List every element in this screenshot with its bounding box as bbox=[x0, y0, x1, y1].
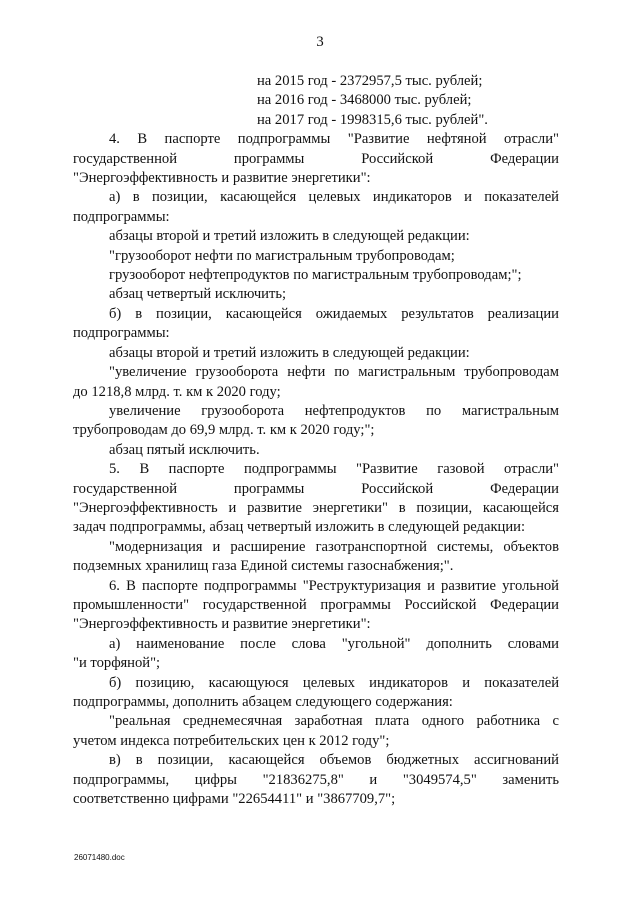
text-line: 5. В паспорте подпрограммы "Развитие газовой отрасли" bbox=[109, 461, 559, 478]
text-line: на 2017 год - 1998315,6 тыс. рублей". bbox=[257, 111, 488, 128]
text-line: увеличение грузооборота нефтепродуктов по магистральным bbox=[109, 402, 559, 419]
text-line: грузооборот нефтепродуктов по магистральным трубопроводам;"; bbox=[109, 267, 522, 284]
text-line: учетом индекса потребительских цен к 2012 году"; bbox=[73, 732, 390, 749]
text-line: б) позицию, касающуюся целевых индикаторов и показателей bbox=[109, 674, 559, 691]
text-line: абзац пятый исключить. bbox=[109, 441, 260, 458]
text-line: "реальная среднемесячная заработная плата одного работника с bbox=[109, 713, 559, 730]
text-line: "грузооборот нефти по магистральным трубопроводам; bbox=[109, 247, 455, 264]
text-line: подземных хранилищ газа Единой системы газоснабжения;". bbox=[73, 558, 454, 575]
text-line: подпрограммы: bbox=[73, 208, 170, 225]
text-line: подпрограммы, цифры "21836275,8" и "3049574,5" заменить bbox=[73, 771, 559, 788]
text-line: а) в позиции, касающейся целевых индикаторов и показателей bbox=[109, 189, 559, 206]
text-line: на 2015 год - 2372957,5 тыс. рублей; bbox=[257, 73, 483, 89]
text-line: "Энергоэффективность и развитие энергетики": bbox=[73, 616, 371, 633]
text-line: задач подпрограммы, абзац четвертый изложить в следующей редакции: bbox=[73, 519, 526, 536]
page-number: 3 bbox=[316, 34, 324, 50]
text-line: "и торфяной"; bbox=[73, 655, 161, 672]
text-line: абзацы второй и третий изложить в следующей редакции: bbox=[109, 344, 470, 361]
text-line: "Энергоэффективность и развитие энергетики": bbox=[73, 170, 371, 187]
text-line: б) в позиции, касающейся ожидаемых результатов реализации bbox=[109, 305, 559, 322]
text-line: соответственно цифрами "22654411" и "3867709,7"; bbox=[73, 791, 396, 808]
text-line: абзац четвертый исключить; bbox=[109, 286, 287, 303]
text-line: 4. В паспорте подпрограммы "Развитие нефтяной отрасли" bbox=[109, 131, 559, 148]
text-line: подпрограммы: bbox=[73, 325, 170, 342]
document-body bbox=[73, 72, 559, 809]
text-line: промышленности" государственной программы Российской Федерации bbox=[73, 596, 559, 613]
text-line: "увеличение грузооборота нефти по магистральным трубопроводам bbox=[109, 364, 559, 381]
text-line: "Энергоэффективность и развитие энергетики" в позиции, касающейся bbox=[73, 499, 559, 516]
text-line: государственной программы Российской Федерации bbox=[73, 480, 559, 497]
text-line: 6. В паспорте подпрограммы "Реструктуризация и развитие угольной bbox=[109, 577, 559, 594]
text-line: до 1218,8 млрд. т. км к 2020 году; bbox=[73, 383, 281, 400]
text-line: трубопроводам до 69,9 млрд. т. км к 2020 году;"; bbox=[73, 422, 375, 439]
text-line: в) в позиции, касающейся объемов бюджетных ассигнований bbox=[109, 752, 559, 769]
text-line: "модернизация и расширение газотранспортной системы, объектов bbox=[109, 538, 559, 555]
text-line: государственной программы Российской Федерации bbox=[73, 150, 559, 167]
text-line: подпрограммы, дополнить абзацем следующего содержания: bbox=[73, 694, 453, 710]
file-name-footer: 26071480.doc bbox=[74, 853, 125, 862]
text-line: абзацы второй и третий изложить в следующей редакции: bbox=[109, 228, 470, 245]
text-line: а) наименование после слова "угольной" дополнить словами bbox=[109, 635, 559, 652]
text-line: на 2016 год - 3468000 тыс. рублей; bbox=[257, 92, 472, 109]
